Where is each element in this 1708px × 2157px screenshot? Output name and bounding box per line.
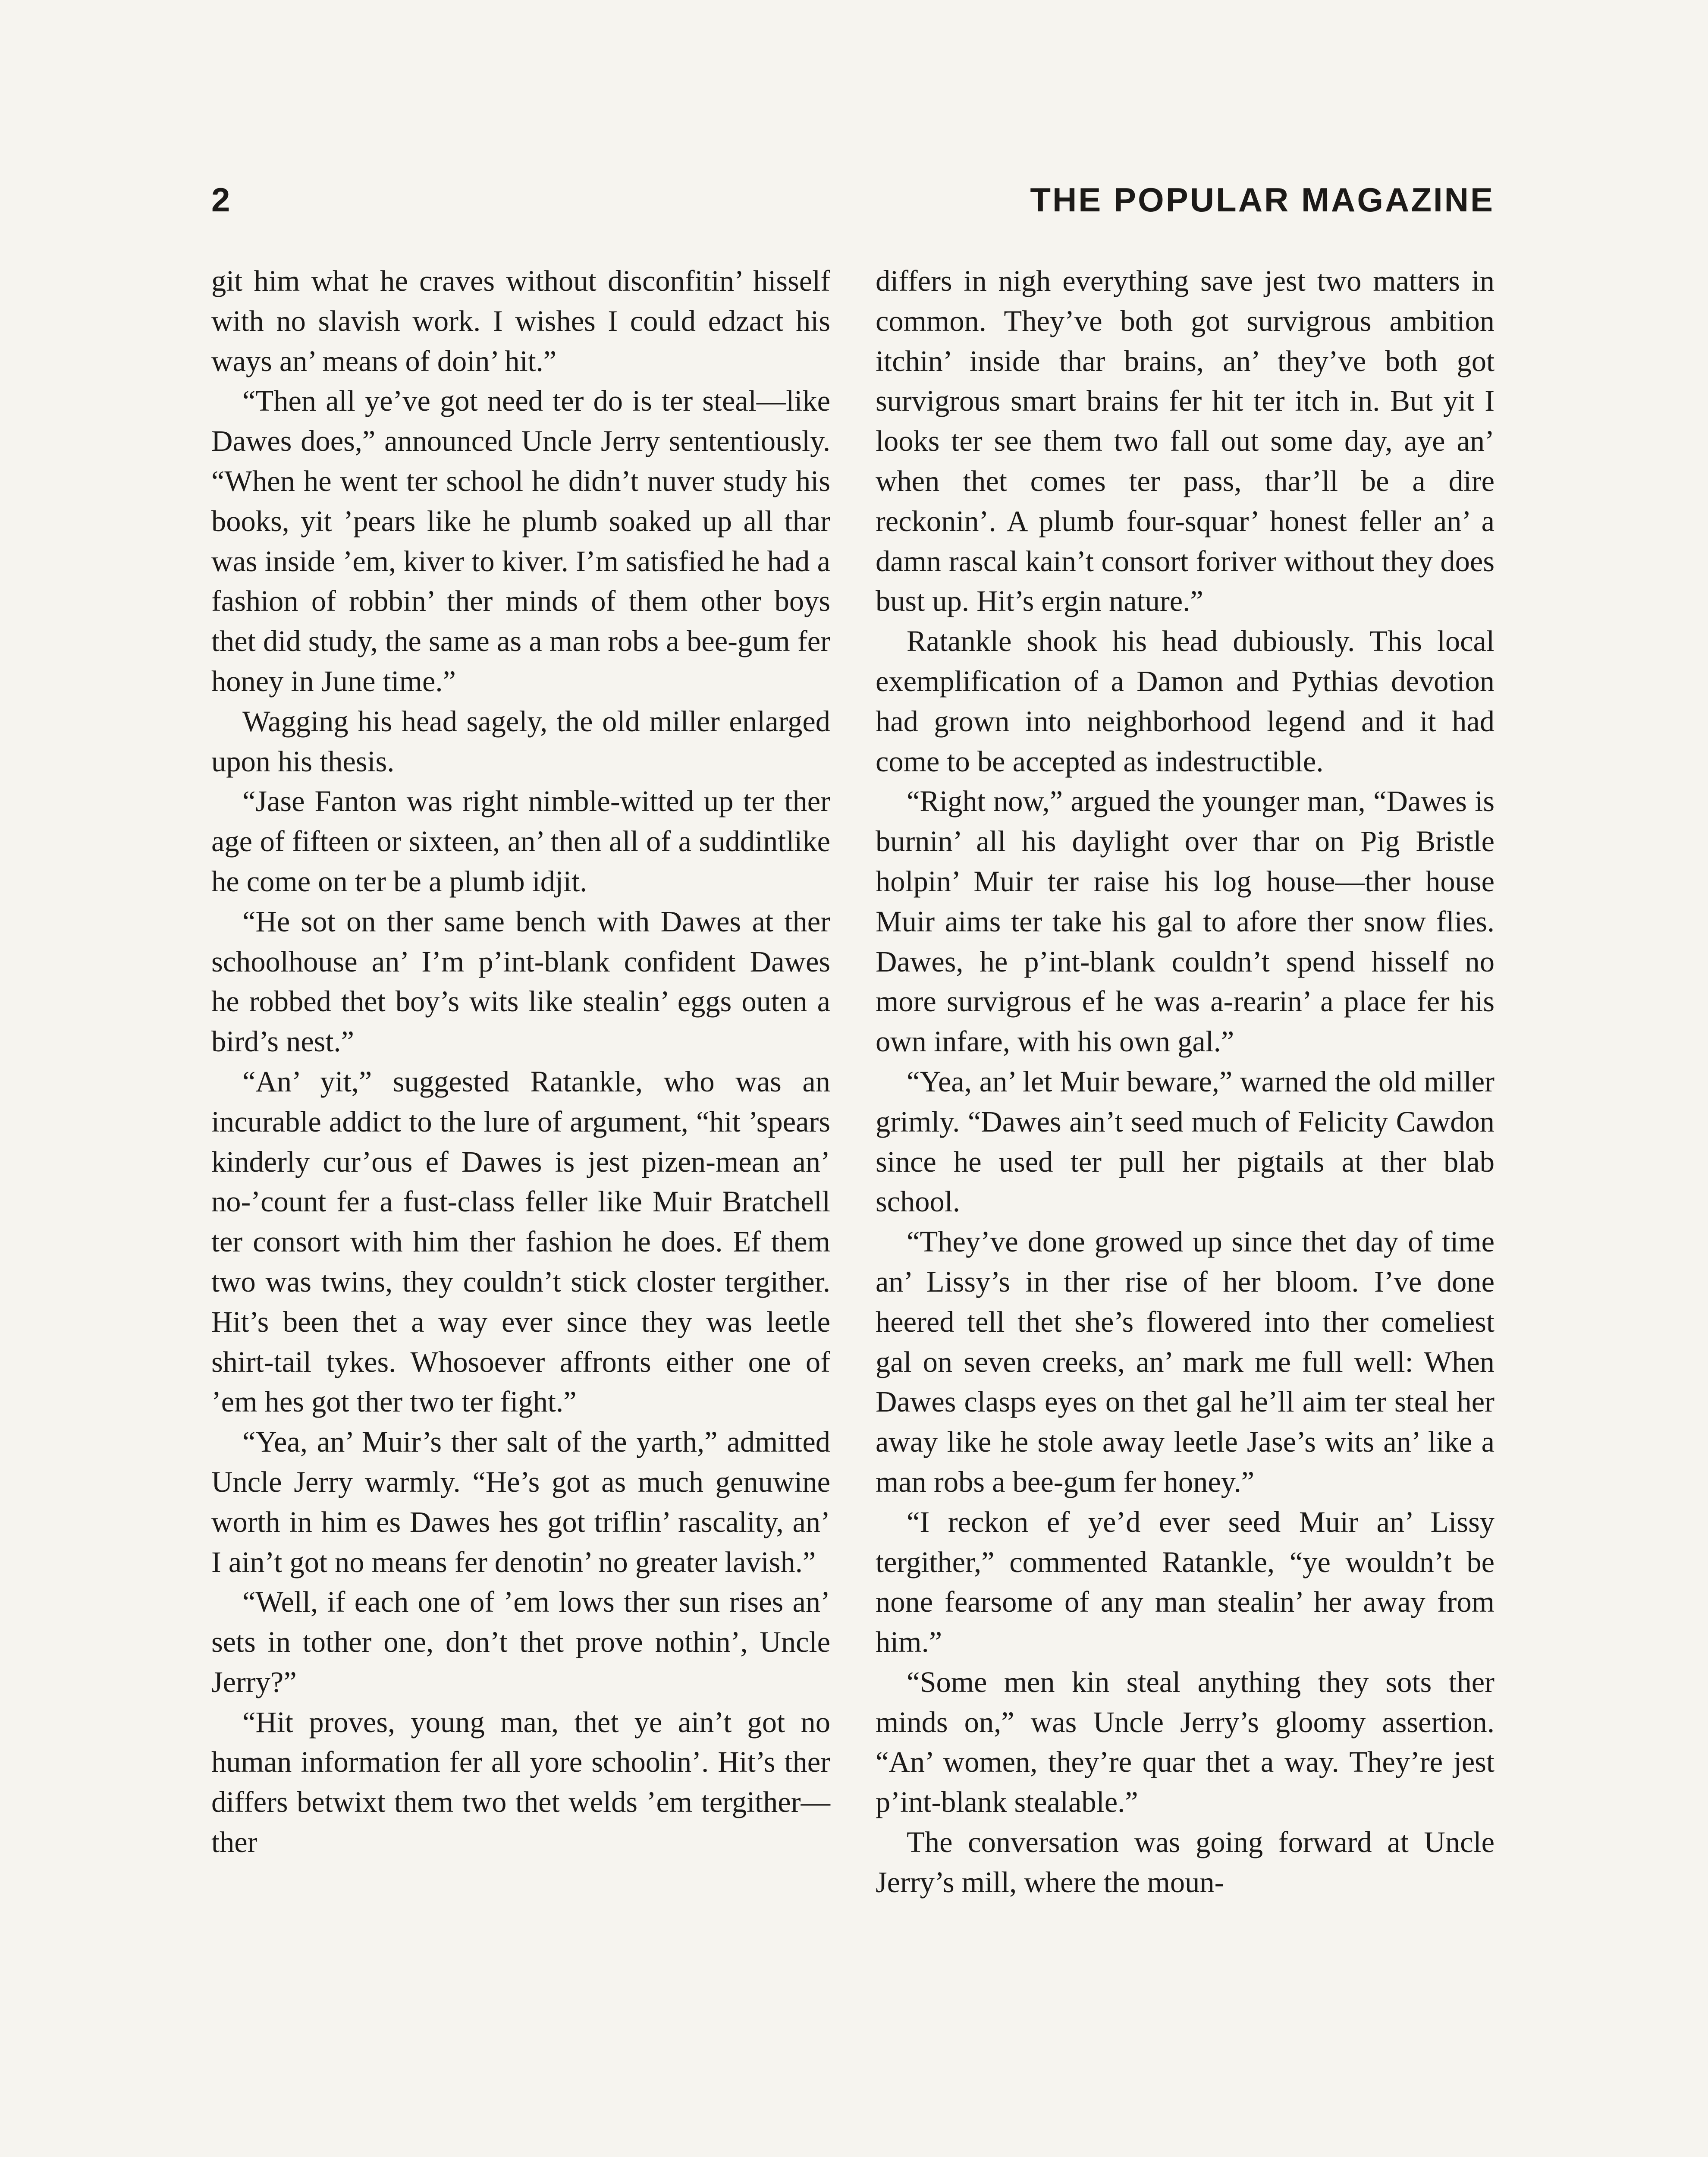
paragraph: “Yea, an’ let Muir beware,” warned the old miller grimly. “Dawes ain’t seed much of Felicity Cawdon since he used ter pull her pigtails at ther blab school.: [876, 1065, 1494, 1218]
paragraph: git him what he craves without disconfitin’ hisself with no slavish work. I wishes I could edzact his ways an’ means of doin’ hit.”: [211, 264, 830, 377]
paragraph: Ratankle shook his head dubiously. This local exemplification of a Damon and Pythias devotion had grown into neighborhood legend and it had come to be accepted as indestructible.: [876, 625, 1494, 778]
page-header: [211, 180, 1494, 228]
paragraph: Wagging his head sagely, the old miller enlarged upon his thesis.: [211, 704, 830, 778]
paragraph: “Then all ye’ve got need ter do is ter steal—like Dawes does,” announced Uncle Jerry sententiously. “When he went ter school he didn’t nuver study his books, yit ’pears like he plumb soaked up all thar was inside ’em, kiver to kiver. I’m satisfied he had a fashion of robbin’ ther minds of them other boys thet did study, the same as a man robs a bee-gum fer honey in June time.”: [211, 384, 830, 698]
paragraph: “Some men kin steal anything they sots ther minds on,” was Uncle Jerry’s gloomy assertion. “An’ women, they’re quar thet a way. They’re jest p’int-blank stealable.”: [876, 1665, 1494, 1819]
paragraph: The conversation was going forward at Uncle Jerry’s mill, where the moun-: [876, 1826, 1494, 1899]
paragraph: “They’ve done growed up since thet day of time an’ Lissy’s in ther rise of her bloom. I’ve done heered tell thet she’s flowered into ther comeliest gal on seven creeks, an’ mark me full well: When Dawes clasps eyes on thet gal he’ll aim ter steal her away like he stole away leetle Jase’s wits an’ like a man robs a bee-gum fer honey.”: [876, 1225, 1494, 1498]
paragraph: “Well, if each one of ’em lows ther sun rises an’ sets in tother one, don’t thet prove nothin’, Uncle Jerry?”: [211, 1585, 830, 1698]
left-column: [211, 261, 830, 1862]
paragraph: differs in nigh everything save jest two matters in common. They’ve both got survigrous ambition itchin’ inside thar brains, an’ they’ve both got survigrous smart brains fer hit ter itch in. But yit I looks ter see them two fall out some day, aye an’ when thet comes ter pass, thar’ll be a dire reckonin’. A plumb four-squar’ honest feller an’ a damn rascal kain’t consort foriver without they does bust up. Hit’s ergin nature.”: [876, 264, 1494, 618]
paragraph: “I reckon ef ye’d ever seed Muir an’ Lissy tergither,” commented Ratankle, “ye wouldn’t be none fearsome of any man stealin’ her away from him.”: [876, 1505, 1494, 1659]
paragraph: “An’ yit,” suggested Ratankle, who was an incurable addict to the lure of argument, “hit ’spears kinderly cur’ous ef Dawes is jest pizen-mean an’ no-’count fer a fust-class feller like Muir Bratchell ter consort with him ther fashion he does. Ef them two was twins, they couldn’t stick closter tergither. Hit’s been thet a way ever since they was leetle shirt-tail tykes. Whosoever affronts either one of ’em hes got ther two ter fight.”: [211, 1065, 830, 1418]
paragraph: “Yea, an’ Muir’s ther salt of the yarth,” admitted Uncle Jerry warmly. “He’s got as much genuwine worth in him es Dawes hes got triflin’ rascality, an’ I ain’t got no means fer denotin’ no greater lavish.”: [211, 1425, 830, 1578]
page-number: 2: [211, 181, 232, 219]
running-head: THE POPULAR MAGAZINE: [1030, 181, 1494, 219]
paragraph: “Right now,” argued the younger man, “Dawes is burnin’ all his daylight over thar on Pig Bristle holpin’ Muir ter raise his log house—ther house Muir aims ter take his gal to afore ther snow flies. Dawes, he p’int-blank couldn’t spend hisself no more survigrous ef he was a-rearin’ a place fer his own infare, with his own gal.”: [876, 785, 1494, 1058]
right-column: [876, 261, 1494, 1902]
paragraph: “He sot on ther same bench with Dawes at ther schoolhouse an’ I’m p’int-blank confident Dawes he robbed thet boy’s wits like stealin’ eggs outen a bird’s nest.”: [211, 905, 830, 1058]
paragraph: “Jase Fanton was right nimble-witted up ter ther age of fifteen or sixteen, an’ then all of a suddintlike he come on ter be a plumb idjit.: [211, 785, 830, 898]
paragraph: “Hit proves, young man, thet ye ain’t got no human information fer all yore schoolin’. Hit’s ther differs betwixt them two thet welds ’em tergither—ther: [211, 1705, 830, 1859]
